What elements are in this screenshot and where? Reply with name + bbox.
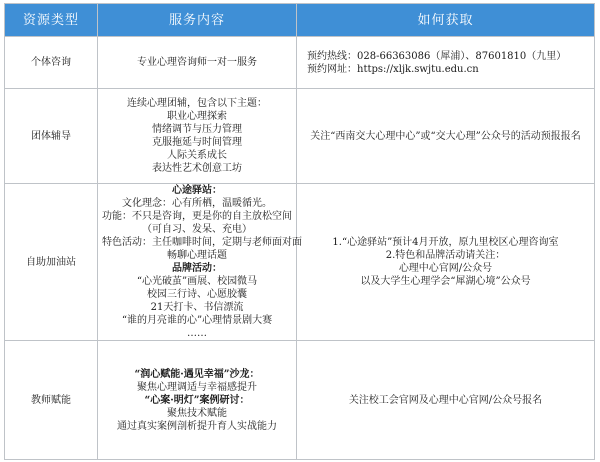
table-row (5, 184, 595, 341)
resource-table (4, 3, 595, 460)
access-line: 1.“心途驿站”预计4月开放，原九里校区心理咨询室 (332, 237, 559, 248)
service-cell (98, 89, 297, 184)
service-heading: “润心赋能·遇见幸福”沙龙： (134, 368, 260, 380)
service-line: 校园三行诗、心愿胶囊 (147, 289, 247, 300)
service-line: 畅聊心理话题 (167, 250, 227, 261)
access-cell (297, 37, 595, 89)
service-line: 聚焦心理调适与幸福感提升 (137, 381, 257, 393)
service-heading: “心案·明灯”案例研讨： (144, 394, 250, 406)
resource-type-cell: 自助加油站 (5, 184, 98, 341)
service-line: “心光破茧”画展、校园微马 (136, 276, 258, 287)
service-cell (98, 184, 302, 341)
service-line: 人际关系成长 (167, 150, 227, 161)
service-line: 特色活动：主任咖啡时间，定期与老师面对面 (102, 237, 302, 248)
header-row (5, 4, 595, 37)
service-line: 克服拖延与时间管理 (152, 137, 242, 148)
service-line: 职业心理探索 (167, 111, 227, 122)
service-line: 功能：不只是咨询，更是你的自主放松空间 (102, 211, 292, 222)
service-line: 连续心理团辅，包含以下主题： (127, 98, 267, 109)
header-how-to-get: 如何获取 (297, 4, 595, 37)
resource-type-cell: 教师赋能 (5, 341, 98, 460)
hotline-text: 预约热线：028-66363086（犀浦）、87601810（九里） (307, 50, 567, 62)
service-line: 专业心理咨询师一对一服务 (137, 57, 257, 68)
service-cell (98, 37, 297, 89)
access-line: 关注“西南交大心理中心”或“交大心理”公众号的活动预报报名 (310, 130, 581, 142)
service-heading: 心途驿站： (172, 185, 222, 196)
access-line: 心理中心官网/公众号 (398, 263, 493, 274)
service-heading: 品牌活动： (172, 263, 222, 274)
service-line: “谁的月亮谁的心”心理情景剧大赛 (121, 315, 273, 326)
header-service-content: 服务内容 (98, 4, 297, 37)
service-line: 通过真实案例剖析提升育人实战能力 (117, 420, 277, 432)
service-cell (98, 341, 297, 460)
service-line: …… (187, 328, 207, 339)
table-row (5, 37, 595, 89)
service-line: 21天打卡、书信漂流 (150, 302, 244, 313)
access-line: 2.特色和品牌活动请关注： (385, 250, 506, 261)
service-line: 聚焦技术赋能 (167, 407, 227, 419)
service-line: （可自习、发呆、充电） (142, 224, 252, 235)
service-line: 情绪调节与压力管理 (152, 124, 242, 135)
access-cell (297, 341, 595, 460)
booking-url-link[interactable]: 预约网址：https://xljk.swjtu.edu.cn (307, 63, 479, 75)
access-cell (297, 184, 595, 341)
service-line: 表达性艺术创意工坊 (152, 163, 242, 174)
access-cell (297, 89, 595, 184)
table-row (5, 89, 595, 184)
access-line: 关注校工会官网及心理中心官网/公众号报名 (348, 394, 543, 406)
resource-type-cell: 团体辅导 (5, 89, 98, 184)
resource-type-cell: 个体咨询 (5, 37, 98, 89)
service-line: 文化理念：心有所栖，温暖循光。 (122, 198, 272, 209)
table-row (5, 341, 595, 460)
access-line: 以及大学生心理学会“犀湖心境”公众号 (360, 276, 531, 287)
header-resource-type: 资源类型 (5, 4, 98, 37)
